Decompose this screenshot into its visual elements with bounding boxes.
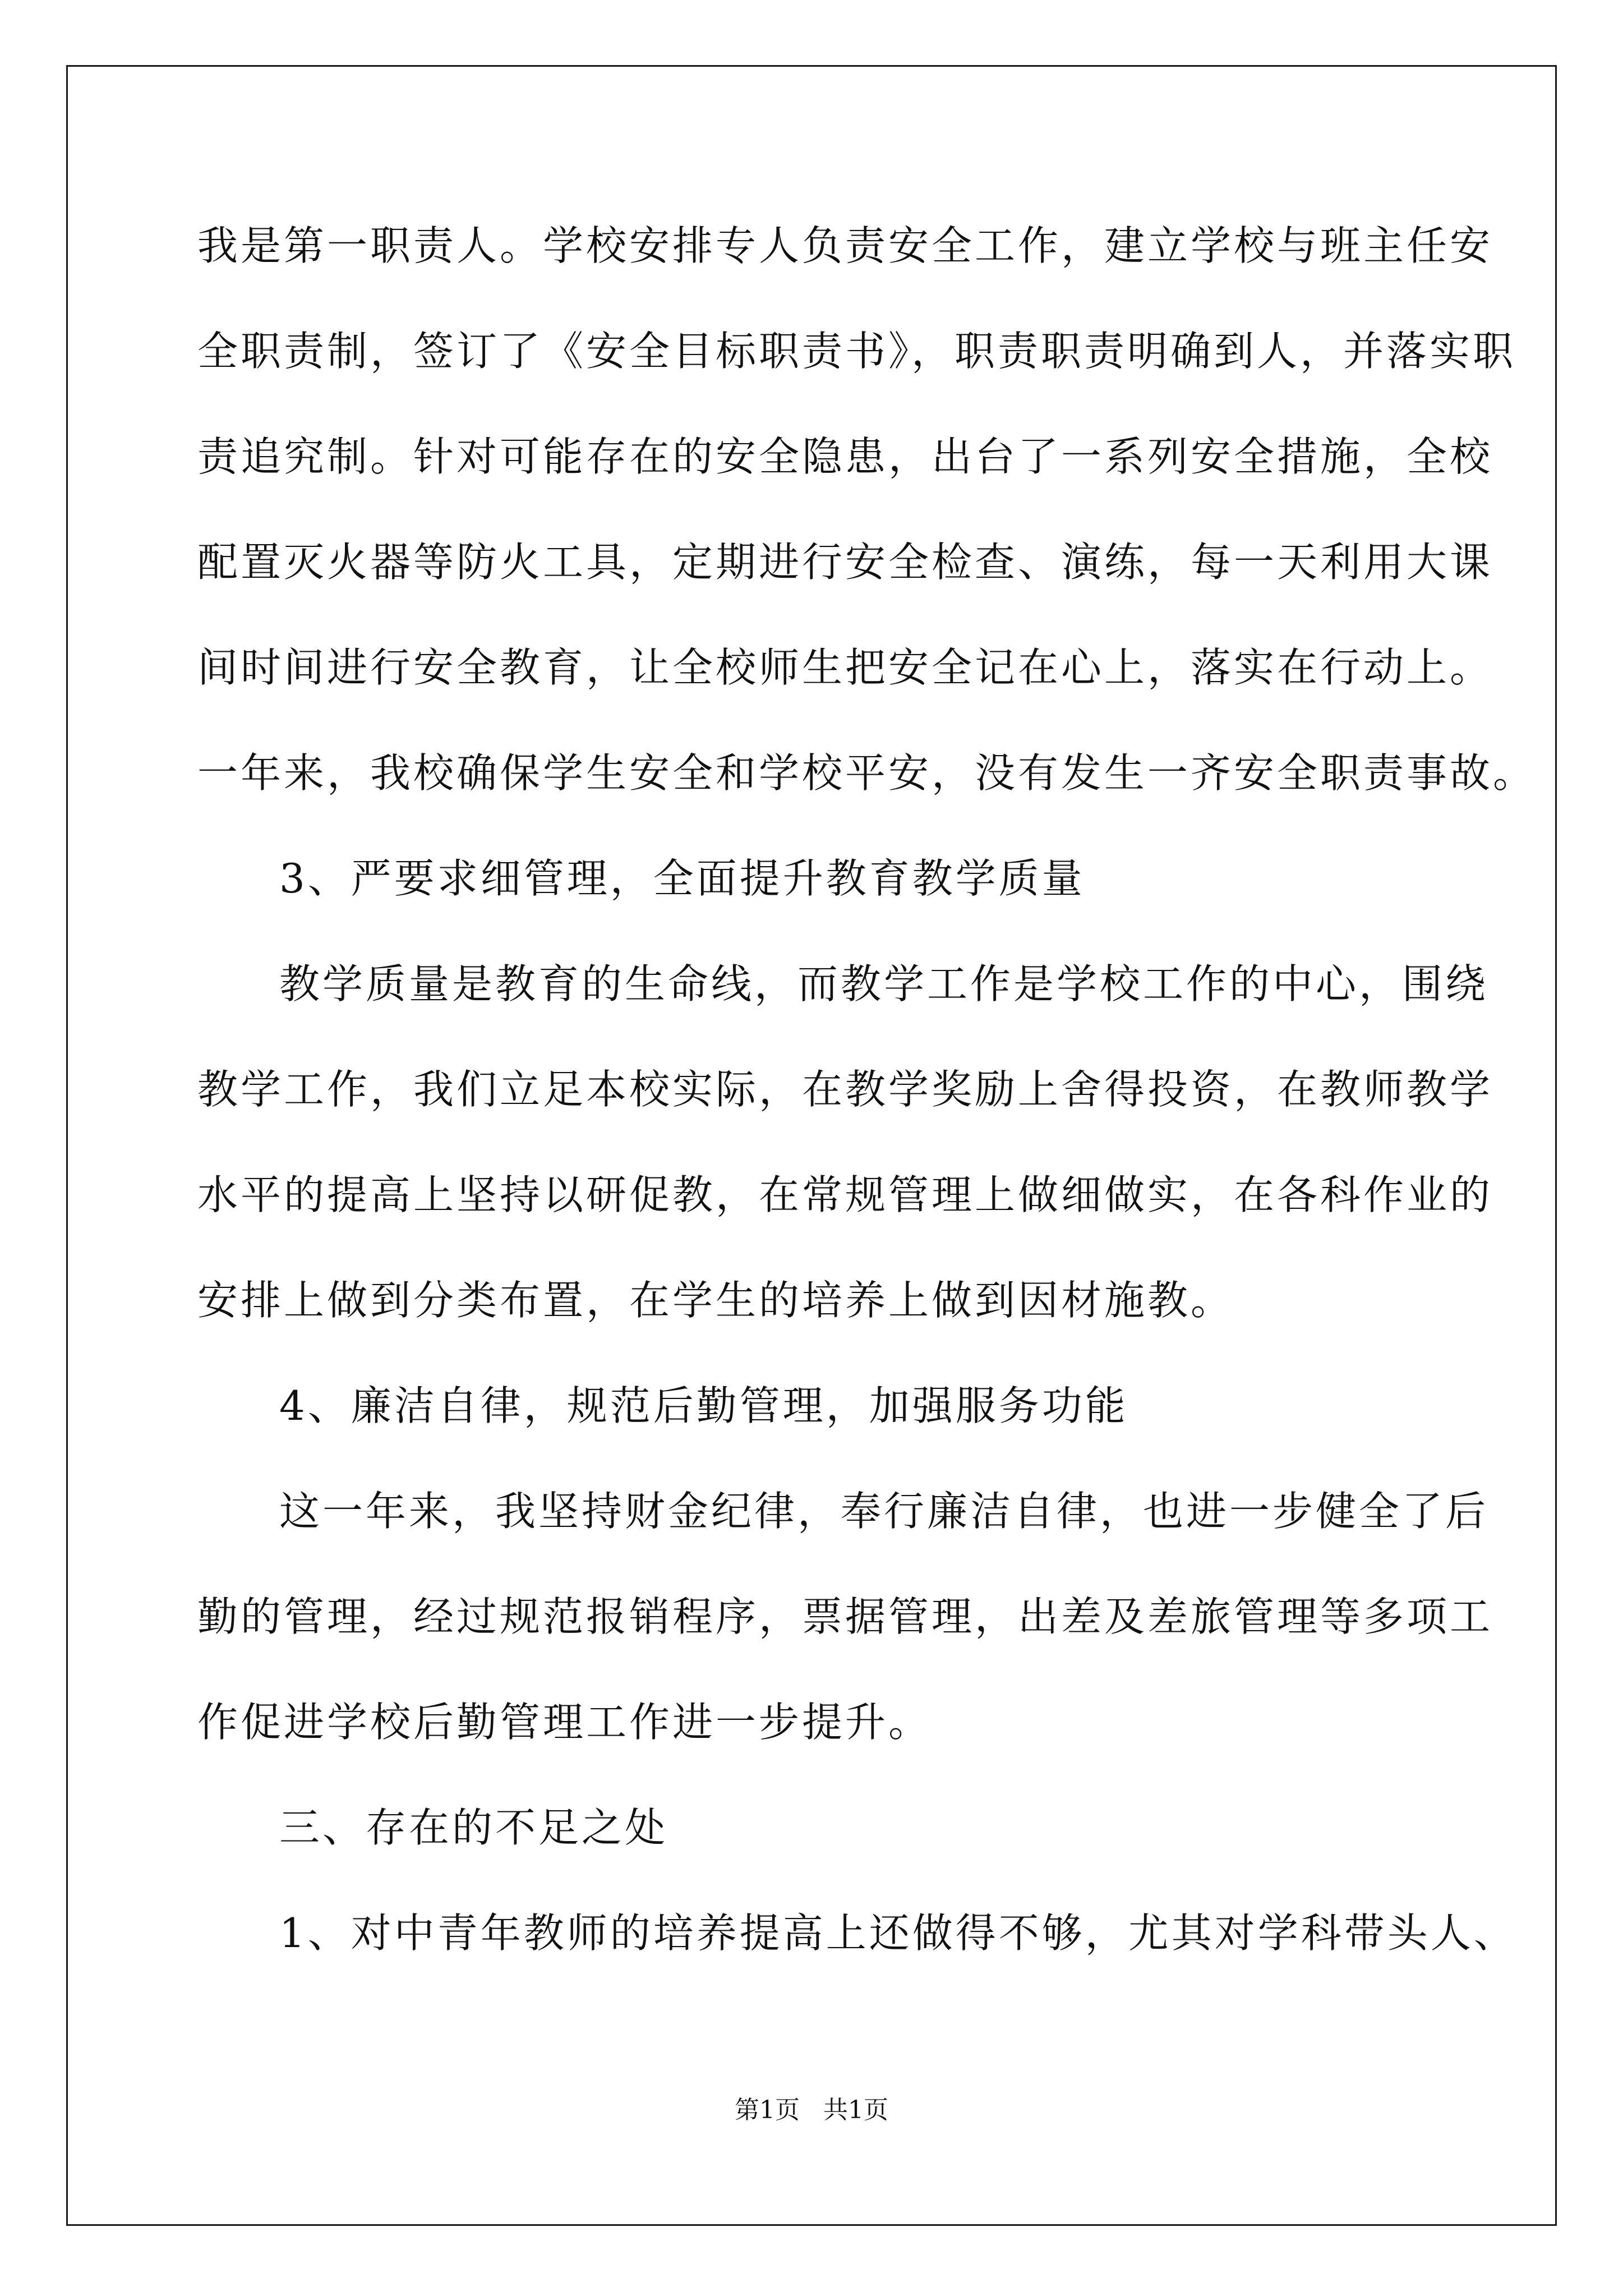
section-heading: 3、严要求细管理，全面提升教育教学质量 — [279, 855, 1085, 902]
text-line: 配置灭火器等防火工具，定期进行安全检查、演练，每一天利用大课 — [197, 539, 1493, 586]
paragraph-start: 这一年来，我坚持财金纪律，奉行廉洁自律，也进一步健全了后 — [279, 1488, 1489, 1535]
paragraph-start: 1、对中青年教师的培养提高上还做得不够，尤其对学科带头人、 — [279, 1910, 1517, 1957]
text-line: 水平的提高上坚持以研促教，在常规管理上做细做实，在各科作业的 — [197, 1171, 1493, 1218]
section-heading: 4、廉洁自律，规范后勤管理，加强服务功能 — [279, 1382, 1128, 1429]
text-line: 一年来，我校确保学生安全和学校平安，没有发生一齐安全职责事故。 — [197, 749, 1537, 797]
page-border — [66, 65, 1557, 2226]
text-line: 全职责制，签订了《安全目标职责书》，职责职责明确到人，并落实职 — [197, 328, 1516, 375]
text-line: 勤的管理，经过规范报销程序，票据管理，出差及差旅管理等多项工 — [197, 1593, 1493, 1640]
text-line: 间时间进行安全教育，让全校师生把安全记在心上，落实在行动上。 — [197, 644, 1493, 691]
text-line: 教学工作，我们立足本校实际，在教学奖励上舍得投资，在教师教学 — [197, 1066, 1493, 1113]
text-line: 责追究制。针对可能存在的安全隐患，出台了一系列安全措施，全校 — [197, 433, 1493, 480]
section-heading: 三、存在的不足之处 — [279, 1804, 668, 1851]
text-line: 我是第一职责人。学校安排专人负责安全工作，建立学校与班主任安 — [197, 222, 1493, 269]
text-line: 安排上做到分类布置，在学生的培养上做到因材施教。 — [197, 1277, 1234, 1324]
page-number: 第1页 共1页 — [735, 2096, 888, 2124]
paragraph-start: 教学质量是教育的生命线，而教学工作是学校工作的中心，围绕 — [279, 960, 1489, 1007]
text-line: 作促进学校后勤管理工作进一步提升。 — [197, 1699, 932, 1746]
